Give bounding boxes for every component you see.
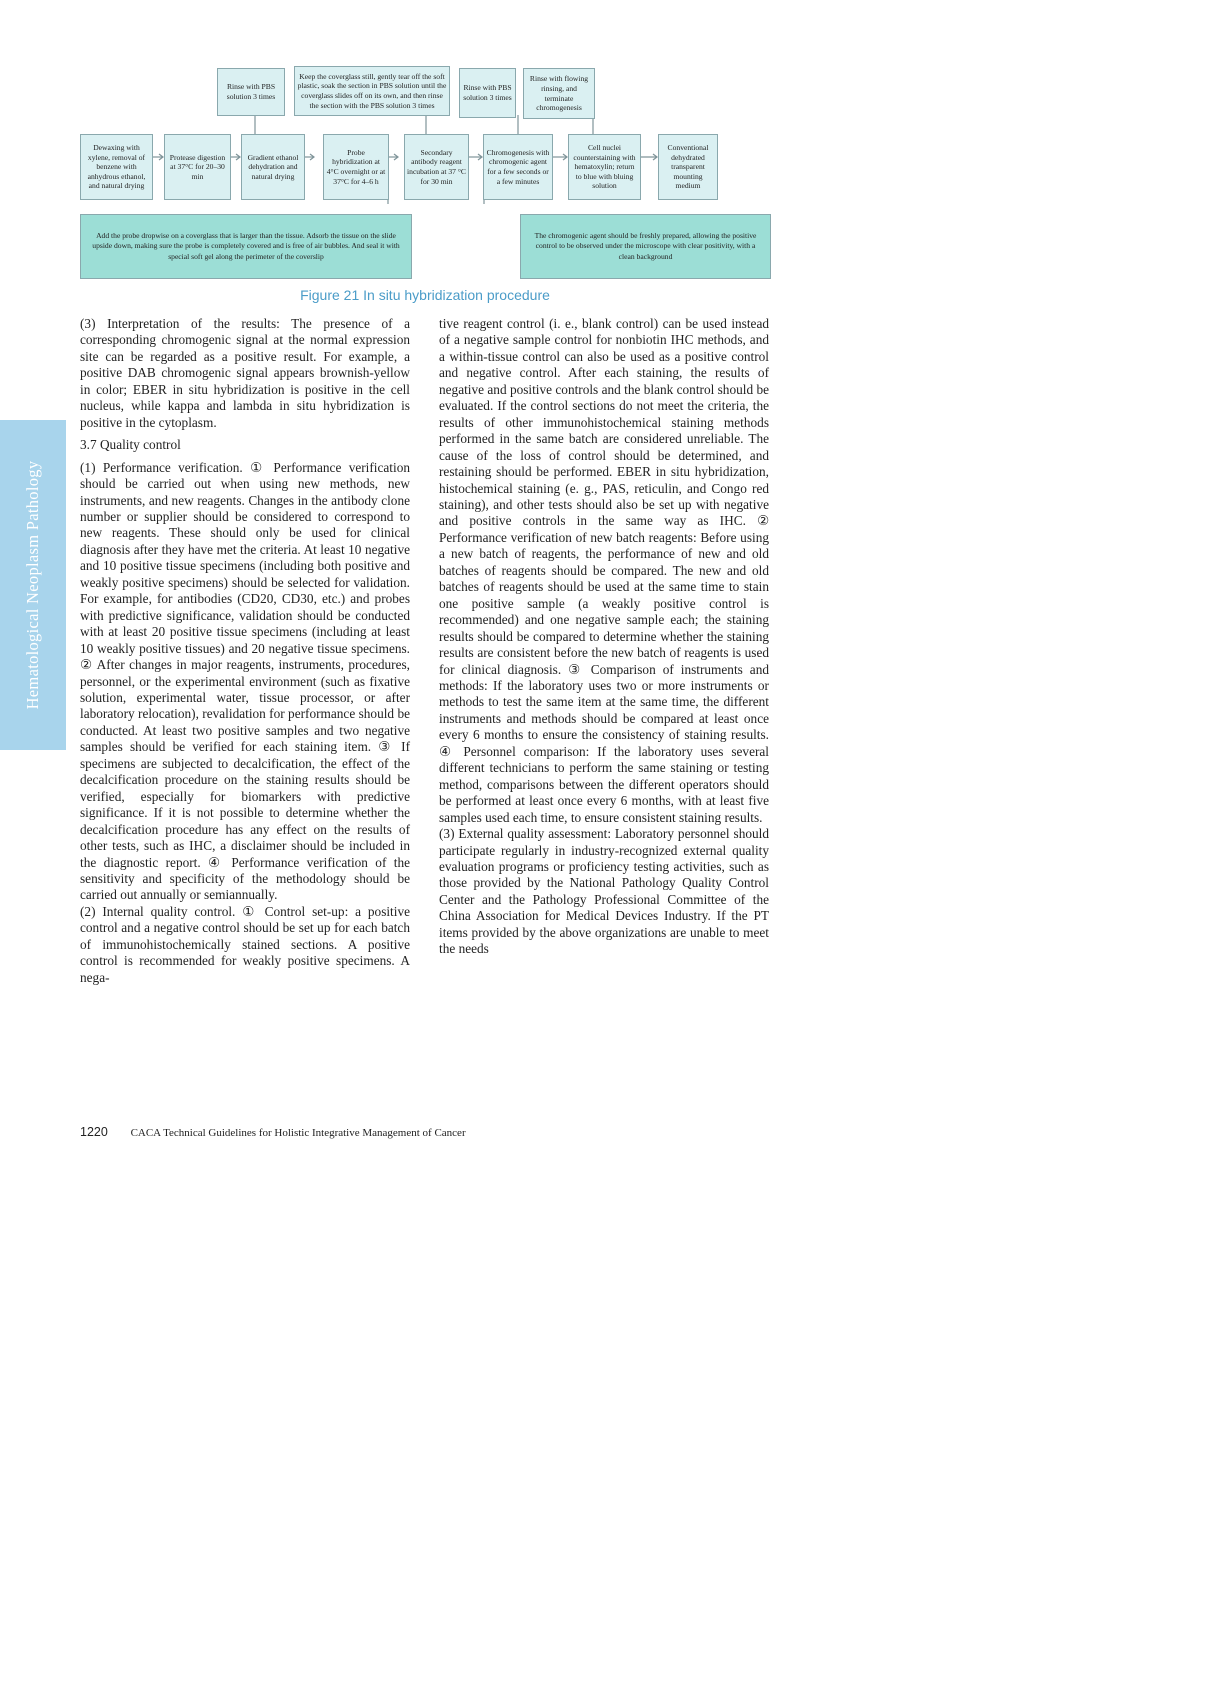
note-chromogenic-agent: The chromogenic agent should be freshly prepared, allowing the positive control to be observed under the microscope with clear positivity, with a clean background: [520, 214, 771, 279]
note-coverglass: Keep the coverglass still, gently tear off the soft plastic, soak the section in PBS solution until the coverglass slides off on its own, and then rinse the section with the PBS solution 3 times: [294, 66, 450, 116]
figure-caption: Figure 21 In situ hybridization procedure: [300, 287, 550, 303]
flowchart-figure: [80, 66, 770, 286]
paragraph-internal-quality-control: (2) Internal quality control. ① Control set-up: a positive control and a negative control should be set up for each batch of immunohistochemically stained sections. A positive control is recommended for weakly positive specimens. A nega-: [80, 903, 410, 985]
step-ethanol: Gradient ethanol dehydration and natural drying: [241, 134, 305, 200]
step-protease: Protease digestion at 37°C for 20–30 min: [164, 134, 231, 200]
running-title: CACA Technical Guidelines for Holistic Integrative Management of Cancer: [130, 1127, 466, 1139]
note-rinse-pbs-2: Rinse with PBS solution 3 times: [459, 68, 516, 118]
step-counterstaining: Cell nuclei counterstaining with hematoxylin; return to blue with bluing solution: [568, 134, 641, 200]
page-footer: [80, 1125, 466, 1139]
step-chromogenesis: Chromogenesis with chromogenic agent for a few seconds or a few minutes: [483, 134, 553, 200]
paragraph-controls-continued: tive reagent control (i. e., blank control) can be used instead of a negative sample control for nonbiotin IHC methods, and a within-tissue control can also be used as a positive control and negative control. After each staining, the results of negative and positive controls and the blank control should be evaluated. If the control sections do not meet the criteria, the results of other immunohistochemical staining methods performed in the same batch are considered unreliable. The cause of the loss of control should be determined, and restaining should be performed. EBER in situ hybridization, histochemical staining (e. g., PAS, reticulin, and Congo red staining), and other tests should also be set up with negative and positive controls in the same way as IHC. ② Performance verification of new batch reagents: Before using a new batch of reagents, the performance of new and old batches of reagents should be compared. The new and old batches of reagents should be used at the same time to stain one positive sample (a weakly positive control is recommended) and one negative sample each; the staining results should be compared to determine whether the staining results are consistent before the new batch of reagents is used for clinical diagnosis. ③ Comparison of instruments and methods: If the laboratory uses two or more instruments or methods to test the same item at the same time, the different instruments and methods should be compared at least once every 6 months to ensure the consistency of staining results. ④ Personnel comparison: If the laboratory uses several different technicians to perform the same staining or testing method, comparisons between the different operators should be performed at least once every 6 months, with at least five samples used each time, to ensure consistent staining results.: [439, 316, 769, 825]
section-heading-quality-control: 3.7 Quality control: [80, 437, 181, 453]
step-probe-hybridization: Probe hybridization at 4°C overnight or at 37°C for 4–6 h: [323, 134, 389, 200]
text-column-left: [80, 316, 410, 986]
paragraph-interpretation: (3) Interpretation of the results: The presence of a corresponding chromogenic signal at the normal expression site can be regarded as a positive result. For example, a positive DAB chromogenic signal appears brownish-yellow in color; EBER in situ hybridization is positive in the cell nucleus, while kappa and lambda in situ hybridization is positive in the cytoplasm.: [80, 316, 410, 430]
step-secondary-antibody: Secondary antibody reagent incubation at 37 °C for 30 min: [404, 134, 469, 200]
step-mounting: Conventional dehydrated transparent mounting medium: [658, 134, 718, 200]
note-probe-dropwise: Add the probe dropwise on a coverglass that is larger than the tissue. Adsorb the tissue on the slide upside down, making sure the probe is completely covered and is free of air bubbles. And seal it with special soft gel along the perimeter of the coverslip: [80, 214, 412, 279]
side-tab-label: Hematological Neoplasm Pathology: [23, 460, 42, 710]
page-number: 1220: [80, 1125, 108, 1139]
step-dewaxing: Dewaxing with xylene, removal of benzene with anhydrous ethanol, and natural drying: [80, 134, 153, 200]
paragraph-external-quality-assessment: (3) External quality assessment: Laboratory personnel should participate regularly in industry-recognized external quality evaluation programs or proficiency testing activities, such as those provided by the National Pathology Quality Control Center and the Pathology Professional Committee of the China Association for Medical Devices Industry. If the PT items provided by the above organizations are unable to meet the needs: [439, 826, 769, 957]
text-column-right: [439, 316, 769, 958]
paragraph-performance-verification: (1) Performance verification. ① Performance verification should be carried out when using new methods, new instruments, and new reagents. Changes in the antibody clone number or supplier should be considered to correspond to new reagents. These should only be used for clinical diagnosis after they have met the criteria. At least 10 negative and 10 positive tissue specimens (including both positive and weakly positive specimens) should be selected for validation. For example, for antibodies (CD20, CD30, etc.) and probes with predictive significance, validation should be conducted with at least 20 positive tissue specimens (including at least 10 weakly positive tissues) and 20 negative tissue specimens. ② After changes in major reagents, instruments, procedures, personnel, or the experimental environment (such as fixative solution, experimental water, tissue processor, or after laboratory relocation), revalidation for performance should be conducted. At least two positive samples and two negative samples should be verified for each staining item. ③ If specimens are subjected to decalcification, the effect of the decalcification procedure on the staining results should be verified, especially for biomarkers with predictive significance. If it is not possible to determine whether the decalcification procedure has any effect on the results of other tests, such as IHC, a disclaimer should be included in the diagnostic report. ④ Performance verification of the sensitivity and specificity of the methodology should be carried out annually or semiannually.: [80, 459, 410, 903]
note-flowing-rinse: Rinse with flowing rinsing, and terminate chromogenesis: [523, 68, 595, 119]
section-side-tab: [0, 420, 66, 750]
note-rinse-pbs-1: Rinse with PBS solution 3 times: [217, 68, 285, 116]
